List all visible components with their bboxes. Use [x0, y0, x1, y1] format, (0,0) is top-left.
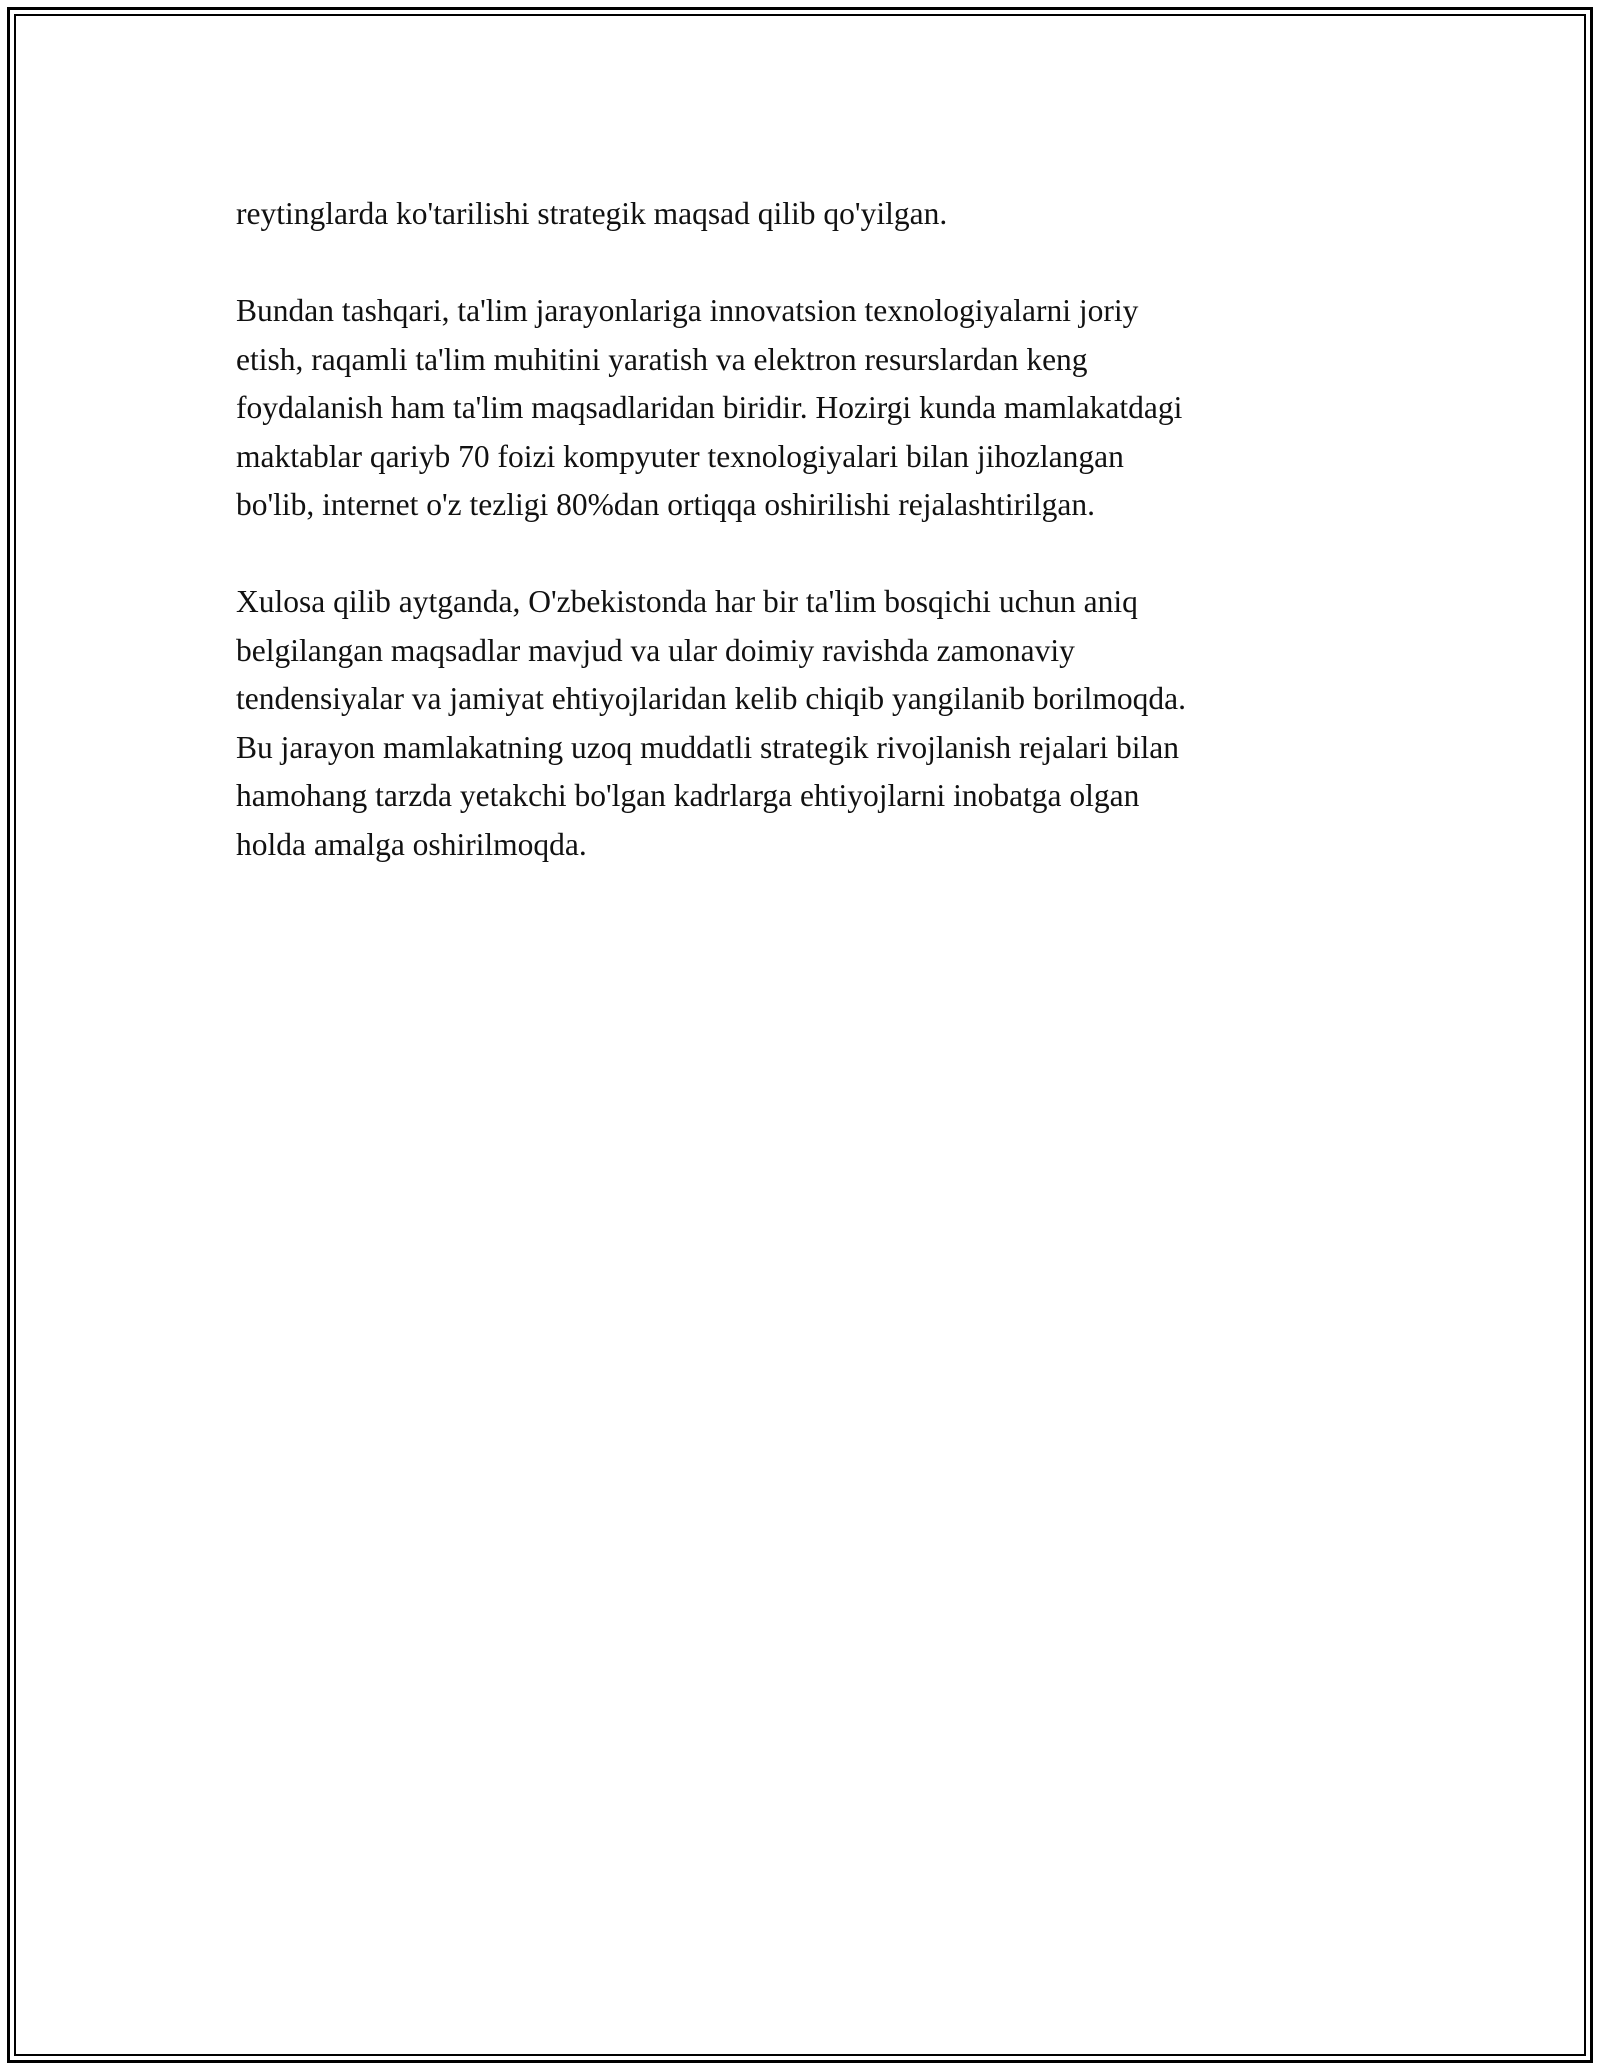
text-line: bo'lib, internet o'z tezligi 80%dan ortiqqa oshirilishi rejalashtirilgan.: [236, 487, 1096, 522]
text-line: Bu jarayon mamlakatning uzoq muddatli strategik rivojlanish rejalari bilan: [236, 729, 1180, 765]
document-body: [236, 190, 1396, 918]
text-line: reytinglarda ko'tarilishi strategik maqsad qilib qo'yilgan.: [236, 196, 948, 231]
text-line: Xulosa qilib aytganda, O'zbekistonda har bir ta'lim bosqichi uchun aniq: [236, 584, 1138, 619]
text-line: etish, raqamli ta'lim muhitini yaratish va elektron resurslardan keng: [236, 341, 1088, 377]
text-line: tendensiyalar va jamiyat ehtiyojlaridan kelib chiqib yangilanib borilmoqda.: [236, 681, 1186, 716]
paragraph-conclusion: [236, 578, 1396, 869]
paragraph-innovation: [236, 287, 1396, 530]
text-line: maktablar qariyb 70 foizi kompyuter texnologiyalari bilan jihozlangan: [236, 438, 1124, 474]
text-line: Bundan tashqari, ta'lim jarayonlariga innovatsion texnologiyalarni joriy: [236, 293, 1139, 328]
paragraph-ranking: [236, 190, 1396, 239]
text-line: belgilangan maqsadlar mavjud va ular doimiy ravishda zamonaviy: [236, 632, 1075, 668]
text-line: holda amalga oshirilmoqda.: [236, 826, 587, 862]
text-line: foydalanish ham ta'lim maqsadlaridan biridir. Hozirgi kunda mamlakatdagi: [236, 390, 1183, 425]
text-line: hamohang tarzda yetakchi bo'lgan kadrlarga ehtiyojlarni inobatga olgan: [236, 778, 1140, 813]
